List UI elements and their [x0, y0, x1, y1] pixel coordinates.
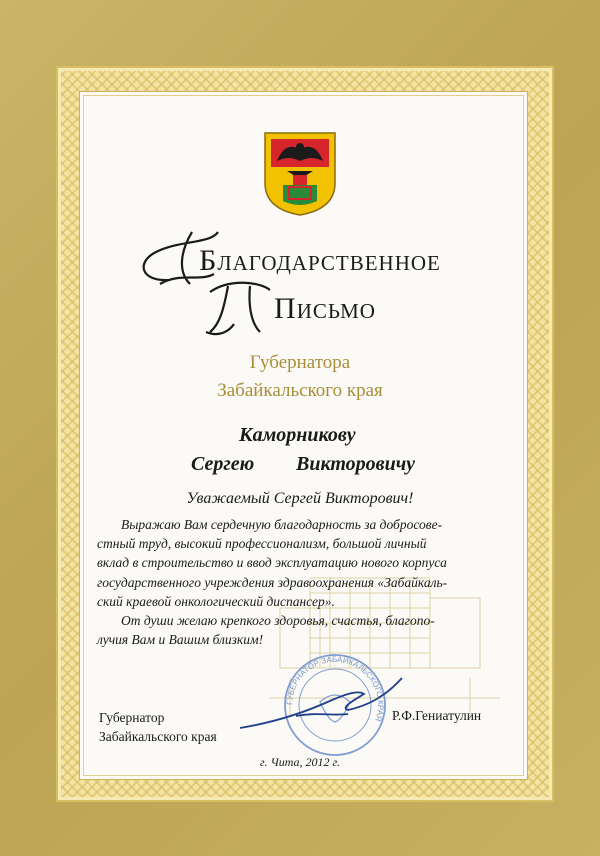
- issuer-line-1: Губернатора: [249, 352, 351, 373]
- recipient-surname: Каморникову: [239, 424, 356, 446]
- place-date: г. Чита, 2012 г.: [259, 755, 341, 769]
- signatory-title-line-2: Забайкальского края: [99, 729, 217, 744]
- title-line-2: Письмо: [274, 292, 376, 325]
- recipient-first-name: Сергею: [191, 453, 255, 475]
- coat-of-arms-icon: [263, 131, 337, 217]
- title-line-1: Благодарственное: [199, 244, 441, 277]
- body-p2-line-1: От души желаю крепкого здоровья, счастья, благопо-: [121, 613, 435, 629]
- signature: [236, 672, 406, 734]
- recipient-patronymic: Викторовичу: [296, 453, 416, 475]
- signatory-name: Р.Ф.Гениатулин: [392, 708, 482, 723]
- body-p2-line-2: лучия Вам и Вашим близким!: [97, 632, 264, 648]
- body-text: [97, 515, 505, 649]
- body-p1-line-4: государственного учреждения здравоохранения «Забайкаль-: [97, 574, 448, 590]
- signatory-title-line-1: Губернатор: [99, 710, 165, 725]
- stamp-text: ГУБЕРНАТОР ЗАБАЙКАЛЬСКОГО КРАЯ: [284, 654, 386, 723]
- issuer-line-2: Забайкальского края: [217, 380, 383, 401]
- signatory-title: [99, 708, 217, 746]
- body-p1-line-3: вклад в строительство и ввод эксплуатацию нового корпуса: [97, 555, 447, 571]
- body-p1-line-5: ский краевой онкологический диспансер».: [97, 593, 335, 609]
- body-p1-line-2: стный труд, высокий профессионализм, большой личный: [97, 536, 427, 552]
- greeting: Уважаемый Сергей Викторович!: [186, 490, 414, 507]
- body-p1-line-1: Выражаю Вам сердечную благодарность за добросове-: [121, 517, 443, 532]
